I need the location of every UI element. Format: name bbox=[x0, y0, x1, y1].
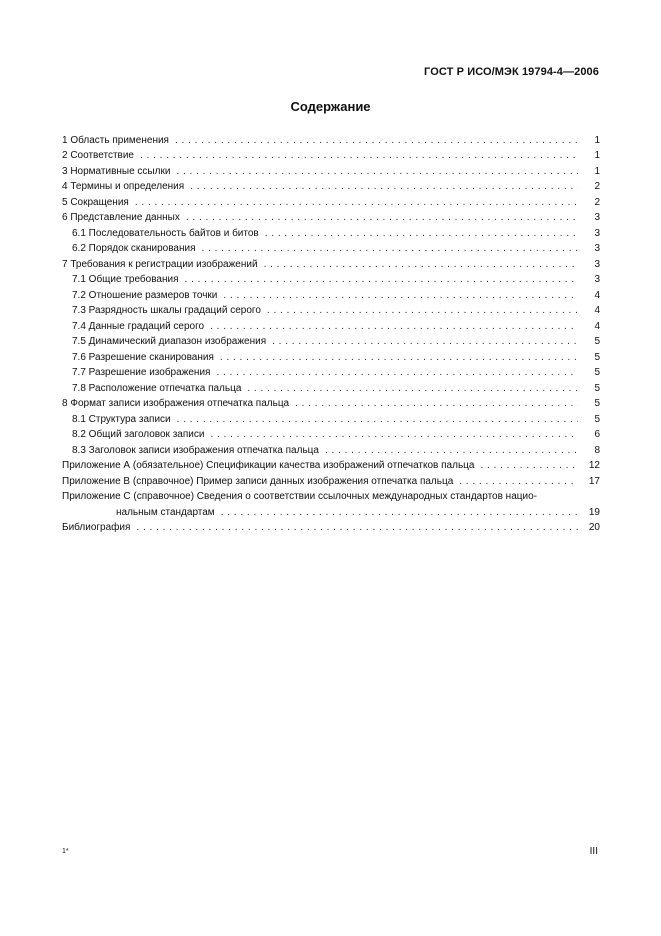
toc-entry-title: 5 Сокращения bbox=[62, 196, 129, 208]
toc-entry[interactable] bbox=[62, 503, 600, 519]
toc-entry-title: 8.2 Общий заголовок записи bbox=[72, 429, 205, 440]
toc-entry[interactable] bbox=[62, 255, 600, 271]
toc-dot-leader bbox=[177, 414, 578, 426]
toc-entry-title: 7.5 Динамический диапазон изображения bbox=[72, 336, 267, 347]
toc-entry[interactable] bbox=[62, 333, 600, 349]
toc-dot-leader bbox=[221, 507, 578, 519]
toc-dot-leader bbox=[264, 259, 578, 271]
toc-dot-leader bbox=[223, 290, 578, 302]
toc-entry[interactable] bbox=[62, 488, 600, 504]
toc-entry-title: Библиография bbox=[62, 522, 131, 533]
toc-entry-title: 8.3 Заголовок записи изображения отпечатка пальца bbox=[72, 444, 319, 456]
toc-entry-page: 6 bbox=[594, 429, 600, 440]
toc-entry-page: 3 bbox=[594, 227, 600, 239]
page-title: Содержание bbox=[290, 99, 371, 114]
toc-dot-leader bbox=[220, 352, 578, 364]
toc-dot-leader bbox=[135, 197, 578, 209]
toc-dot-leader bbox=[247, 383, 578, 395]
toc-dot-leader bbox=[459, 476, 578, 488]
toc-entry[interactable] bbox=[62, 410, 600, 426]
toc-entry-page: 2 bbox=[594, 181, 600, 192]
toc-entry-title: 4 Термины и определения bbox=[62, 181, 185, 192]
toc-entry-title: 7.4 Данные градаций серого bbox=[72, 320, 205, 332]
toc-entry-title: нальным стандартам bbox=[116, 506, 215, 518]
toc-dot-leader bbox=[186, 212, 578, 224]
toc-entry-page: 19 bbox=[588, 506, 600, 518]
toc-entry-page: 1 bbox=[594, 134, 600, 146]
toc-entry-page: 3 bbox=[594, 274, 600, 285]
toc-entry[interactable] bbox=[62, 348, 600, 364]
toc-entry-title: 8 Формат записи изображения отпечатка пальца bbox=[62, 398, 290, 409]
toc-entry-page: 1 bbox=[594, 165, 600, 177]
toc-entry-title: 7.1 Общие требования bbox=[72, 274, 179, 285]
toc-entry[interactable] bbox=[62, 395, 600, 411]
toc-entry-page: 2 bbox=[594, 196, 600, 208]
toc-dot-leader bbox=[480, 460, 578, 472]
toc-entry-page: 17 bbox=[588, 475, 600, 487]
toc-entry[interactable] bbox=[62, 240, 600, 256]
toc-entry[interactable] bbox=[62, 271, 600, 287]
toc-dot-leader bbox=[190, 181, 578, 193]
toc-dot-leader bbox=[295, 398, 578, 410]
toc-entry-title: 6.2 Порядок сканирования bbox=[72, 243, 196, 254]
toc-entry-page: 4 bbox=[594, 305, 600, 316]
toc-entry[interactable] bbox=[62, 302, 600, 318]
toc-entry[interactable] bbox=[62, 209, 600, 225]
toc-entry-title: 7.7 Разрешение изображения bbox=[72, 367, 211, 378]
toc-entry[interactable] bbox=[62, 457, 600, 473]
toc-entry[interactable] bbox=[62, 441, 600, 457]
toc-entry-page: 3 bbox=[594, 212, 600, 223]
toc-entry[interactable] bbox=[62, 162, 600, 178]
toc-dot-leader bbox=[216, 367, 578, 379]
toc-entry-page: 5 bbox=[594, 351, 600, 363]
toc-entry-page: 5 bbox=[594, 382, 600, 394]
toc-entry-page: 5 bbox=[594, 413, 600, 425]
toc-entry-page: 5 bbox=[594, 367, 600, 378]
toc-entry[interactable] bbox=[62, 178, 600, 194]
toc-entry-page: 4 bbox=[594, 289, 600, 301]
toc-entry-title: 7.3 Разрядность шкалы градаций серого bbox=[72, 305, 261, 316]
toc-entry-title: 7.8 Расположение отпечатка пальца bbox=[72, 382, 242, 394]
toc-entry[interactable] bbox=[62, 147, 600, 163]
toc-entry-title: 6.1 Последовательность байтов и битов bbox=[72, 227, 259, 239]
toc-entry-title: 7.2 Отношение размеров точки bbox=[72, 289, 218, 301]
toc-entry-title: Приложение С (справочное) Сведения о соответствии ссылочных международных стандартов нацио- bbox=[62, 491, 537, 502]
toc-dot-leader bbox=[202, 243, 578, 255]
toc-entry-page: 12 bbox=[588, 460, 600, 471]
toc-dot-leader bbox=[176, 166, 578, 178]
toc-entry-page: 5 bbox=[594, 398, 600, 409]
toc-dot-leader bbox=[325, 445, 578, 457]
toc-entry[interactable] bbox=[62, 519, 600, 535]
toc-entry-title: 7.6 Разрешение сканирования bbox=[72, 351, 214, 363]
toc-entry-page: 1 bbox=[594, 150, 600, 161]
toc-entry-page: 20 bbox=[588, 522, 600, 533]
toc-dot-leader bbox=[175, 135, 578, 147]
toc-dot-leader bbox=[210, 321, 578, 333]
toc-entry-page: 3 bbox=[594, 243, 600, 254]
toc-dot-leader bbox=[210, 429, 578, 441]
toc-dot-leader bbox=[267, 305, 578, 317]
toc-entry[interactable] bbox=[62, 426, 600, 442]
toc-entry-page: 4 bbox=[594, 320, 600, 332]
toc-dot-leader bbox=[265, 228, 578, 240]
table-of-contents bbox=[62, 131, 600, 534]
toc-entry[interactable] bbox=[62, 193, 600, 209]
footer-page-number: III bbox=[589, 846, 598, 857]
footer-sheet-mark: 1* bbox=[62, 848, 69, 855]
toc-entry[interactable] bbox=[62, 286, 600, 302]
toc-entry[interactable] bbox=[62, 472, 600, 488]
toc-entry-page: 5 bbox=[594, 336, 600, 347]
toc-entry-title: 1 Область применения bbox=[62, 134, 169, 146]
toc-entry-title: 8.1 Структура записи bbox=[72, 413, 171, 425]
toc-entry[interactable] bbox=[62, 131, 600, 147]
toc-dot-leader bbox=[136, 522, 578, 534]
toc-entry[interactable] bbox=[62, 379, 600, 395]
toc-entry-title: 6 Представление данных bbox=[62, 212, 180, 223]
toc-entry-title: Приложение В (справочное) Пример записи данных изображения отпечатка пальца bbox=[62, 475, 454, 487]
toc-entry-page: 3 bbox=[594, 258, 600, 270]
document-standard-code: ГОСТ Р ИСО/МЭК 19794-4—2006 bbox=[424, 66, 599, 78]
toc-entry[interactable] bbox=[62, 317, 600, 333]
toc-entry-title: Приложение А (обязательное) Спецификации качества изображений отпечатков пальца bbox=[62, 460, 475, 471]
toc-dot-leader bbox=[185, 274, 578, 286]
toc-entry-page: 8 bbox=[594, 444, 600, 456]
toc-entry-title: 2 Соответствие bbox=[62, 150, 134, 161]
toc-entry-title: 7 Требования к регистрации изображений bbox=[62, 258, 258, 270]
toc-entry-title: 3 Нормативные ссылки bbox=[62, 165, 171, 177]
toc-dot-leader bbox=[140, 150, 578, 162]
toc-entry[interactable] bbox=[62, 364, 600, 380]
toc-entry[interactable] bbox=[62, 224, 600, 240]
toc-dot-leader bbox=[272, 336, 578, 348]
